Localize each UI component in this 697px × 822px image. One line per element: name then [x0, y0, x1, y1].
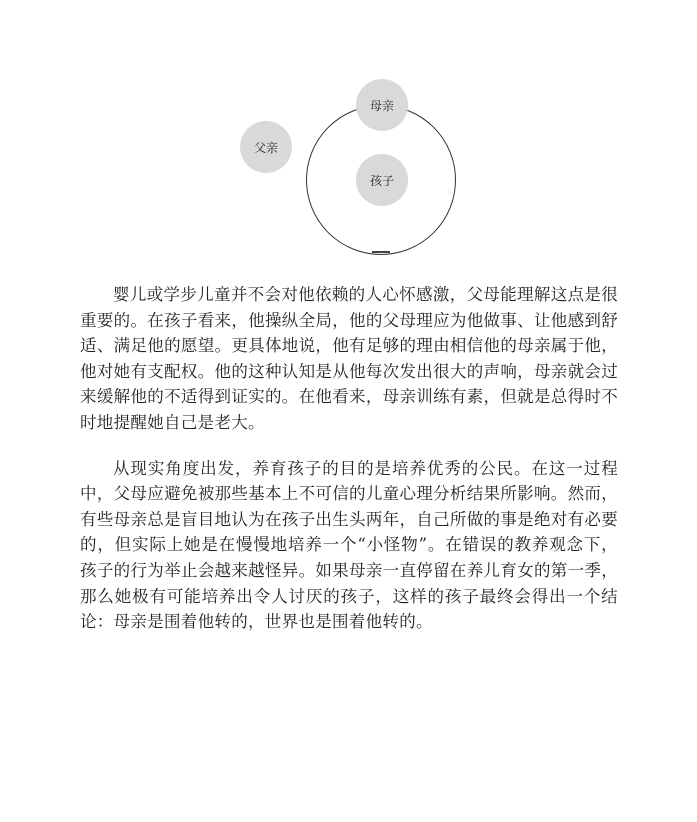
body-text: [80, 282, 618, 635]
father-node: [240, 121, 292, 173]
paragraph-2: 从现实角度出发，养育孩子的目的是培养优秀的公民。在这一过程中，父母应避免被那些基本上不可信的儿童心理分析结果所影响。然而，有些母亲总是盲目地认为在孩子出生头两年，自己所做的事是绝对有必要的，但实际上她是在慢慢地培养一个“小怪物”。在错误的教养观念下，孩子的行为举止会越来越怪异。如果母亲一直停留在养儿育女的第一季，那么她极有可能培养出令人讨厌的孩子，这样的孩子最终会得出一个结论：母亲是围着他转的，世界也是围着他转的。: [80, 458, 618, 632]
orbit-tick-mark: [372, 251, 390, 253]
paragraph-1: 婴儿或学步儿童并不会对他依赖的人心怀感激，父母能理解这点是很重要的。在孩子看来，他操纵全局，他的父母理应为他做事、让他感到舒适、满足他的愿望。更具体地说，他有足够的理由相信他的母亲属于他，他对她有支配权。他的这种认知是从他每次发出很大的声响，母亲就会过来缓解他的不适得到证实的。在他看来，母亲训练有素，但就是总得时不时地提醒她自己是老大。: [80, 285, 618, 432]
mother-label: 母亲: [369, 98, 394, 113]
father-label: 父亲: [253, 140, 278, 155]
child-node: [356, 154, 408, 206]
mother-node: [356, 79, 408, 131]
family-diagram: [0, 0, 697, 270]
child-label: 孩子: [369, 173, 394, 188]
